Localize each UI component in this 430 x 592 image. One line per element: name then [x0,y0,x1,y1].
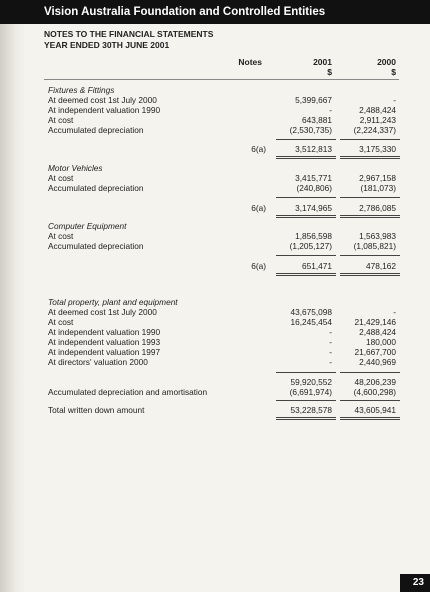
total-ppe-value-2001: - [329,347,332,357]
fixtures-total-2000: 3,175,330 [359,144,396,154]
motor-value-2001: (240,806) [296,183,332,193]
fixtures-value-2000: (2,224,337) [353,125,396,135]
computer-row-label: Accumulated depreciation [48,241,144,251]
header-banner [0,0,430,24]
computer-value-2000: 1,563,983 [359,231,396,241]
total-ppe-heading: Total property, plant and equipment [48,297,178,307]
motor-value-2001: 3,415,771 [295,173,332,183]
organization-title: Vision Australia Foundation and Controlled Entities [44,6,326,18]
total-double-underline [276,156,336,159]
subtotal-underline [276,400,336,401]
total-ppe-value-2001: 43,675,098 [290,307,332,317]
subtotal-underline [276,255,336,256]
fixtures-row-label: At independent valuation 1990 [48,105,161,115]
computer-value-2001: (1,205,127) [289,241,332,251]
page-number: 23 [412,577,424,588]
motor-value-2000: (181,073) [360,183,396,193]
computer-heading: Computer Equipment [48,221,127,231]
total-ppe-row-label: At directors' valuation 2000 [48,357,148,367]
total-ppe-value-2000: 21,429,146 [354,317,396,327]
total-double-underline [276,273,336,276]
year-2001-header: 2001 [313,57,332,67]
fixtures-value-2000: 2,911,243 [359,115,396,125]
total-ppe-value-2000: - [393,307,396,317]
accumulated-depreciation-label: Accumulated depreciation and amortisation [48,387,208,397]
total-ppe-row-label: At cost [48,317,74,327]
fixtures-value-2001: 5,399,667 [295,95,332,105]
subtotal-underline [340,139,400,140]
accumulated-depreciation-2001: (6,691,974) [289,387,332,397]
statement-period: YEAR ENDED 30TH JUNE 2001 [44,40,170,50]
motor-row-label: Accumulated depreciation [48,183,144,193]
computer-note-ref: 6(a) [251,261,266,271]
year-2000-header: 2000 [377,57,396,67]
fixtures-value-2001: 643,881 [302,115,332,125]
subtotal-underline [340,255,400,256]
subtotal-underline [276,372,336,373]
total-ppe-value-2001: - [329,357,332,367]
accumulated-depreciation-2000: (4,600,298) [353,387,396,397]
total-double-underline [340,215,400,218]
computer-value-2000: (1,085,821) [353,241,396,251]
fixtures-total-2001: 3,512,813 [295,144,332,154]
total-ppe-value-2000: 2,488,424 [359,327,396,337]
total-ppe-value-2000: 2,440,969 [359,357,396,367]
written-down-amount-2001: 53,228,578 [290,405,332,415]
total-ppe-row-label: At deemed cost 1st July 2000 [48,307,157,317]
motor-total-2000: 2,786,085 [359,203,396,213]
subtotal-underline [340,197,400,198]
fixtures-note-ref: 6(a) [251,144,266,154]
fixtures-value-2000: - [393,95,396,105]
motor-row-label: At cost [48,173,74,183]
total-ppe-value-2001: - [329,337,332,347]
total-ppe-subtotal-2001: 59,920,552 [290,377,332,387]
total-double-underline [340,417,400,420]
motor-value-2000: 2,967,158 [359,173,396,183]
total-ppe-value-2000: 180,000 [366,337,396,347]
computer-value-2001: 1,856,598 [295,231,332,241]
total-ppe-subtotal-2000: 48,206,239 [354,377,396,387]
motor-heading: Motor Vehicles [48,163,103,173]
unit-2001-header: $ [327,67,332,77]
subtotal-underline [276,139,336,140]
header-rule [44,79,399,80]
total-double-underline [340,273,400,276]
written-down-amount-2000: 43,605,941 [354,405,396,415]
computer-total-2000: 478,162 [366,261,396,271]
fixtures-row-label: At cost [48,115,74,125]
total-ppe-value-2001: 16,245,454 [290,317,332,327]
page-number-box [400,574,430,592]
total-ppe-row-label: At independent valuation 1997 [48,347,161,357]
fixtures-value-2001: - [329,105,332,115]
computer-row-label: At cost [48,231,74,241]
subtotal-underline [276,197,336,198]
total-ppe-value-2001: - [329,327,332,337]
subtotal-underline [340,372,400,373]
notes-column-header: Notes [238,57,262,67]
statement-title: NOTES TO THE FINANCIAL STATEMENTS [44,29,214,39]
total-ppe-value-2000: 21,667,700 [354,347,396,357]
fixtures-value-2001: (2,530,735) [289,125,332,135]
fixtures-heading: Fixtures & Fittings [48,85,115,95]
subtotal-underline [340,400,400,401]
written-down-amount-label: Total written down amount [48,405,145,415]
unit-2000-header: $ [391,67,396,77]
total-double-underline [276,215,336,218]
motor-total-2001: 3,174,965 [295,203,332,213]
total-ppe-row-label: At independent valuation 1990 [48,327,161,337]
fixtures-row-label: At deemed cost 1st July 2000 [48,95,157,105]
total-double-underline [276,417,336,420]
total-ppe-row-label: At independent valuation 1993 [48,337,161,347]
computer-total-2001: 651,471 [302,261,332,271]
total-double-underline [340,156,400,159]
fixtures-row-label: Accumulated depreciation [48,125,144,135]
page-binding-shadow [0,0,26,592]
fixtures-value-2000: 2,488,424 [359,105,396,115]
motor-note-ref: 6(a) [251,203,266,213]
